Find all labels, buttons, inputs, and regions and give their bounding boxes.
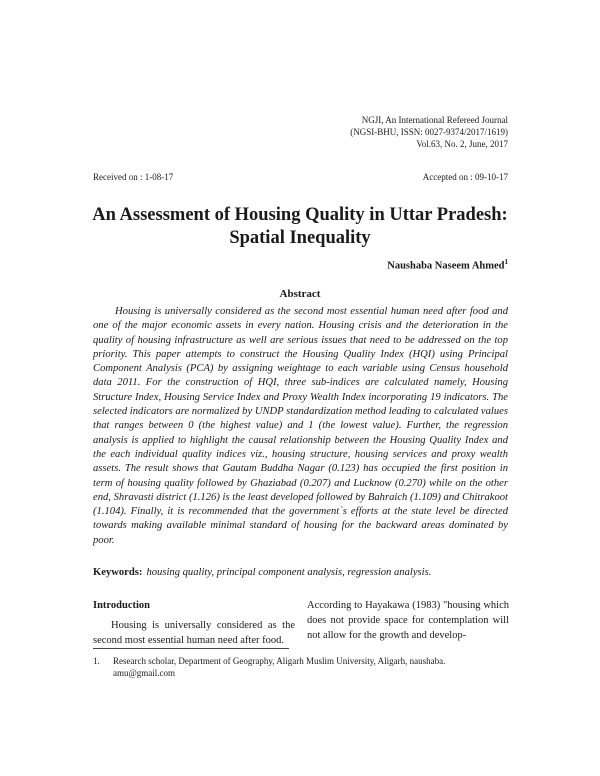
footnote (93, 655, 513, 679)
introduction-left-text: Housing is universally considered as the second most essential human need after food. (93, 620, 295, 646)
journal-volume: Vol.63, No. 2, June, 2017 (416, 139, 508, 149)
introduction-right-text: According to Hayakawa (1983) "housing which does not provide space for contemplation will not allow for the growth and develop- (307, 600, 509, 641)
paper-title (60, 204, 540, 250)
introduction-heading: Introduction (93, 600, 150, 611)
paper-title-line2: Spatial Inequality (229, 228, 371, 248)
left-column (93, 598, 295, 648)
right-column (307, 598, 509, 643)
journal-info (350, 114, 508, 150)
author-name: Naushaba Naseem Ahmed (387, 260, 505, 272)
received-date: Received on : 1-08-17 (93, 172, 174, 182)
abstract-body: Housing is universally considered as the second most essential human need after food and one of the major economic assets in every nation. Housing crisis and the deterioration in the quality of housing infrastructure as well are serious issues that need to be addressed on the top priority. This paper attempts to construct the Housing Quality Index (HQI) using Principal Component Analysis (PCA) by assigning weightage to each variable using Census household data 2011. For the construction of HQI, three sub-indices are calculated namely, Housing Structure Index, Housing Service Index and Proxy Wealth Index incorporating 19 indicators. The selected indicators are normalized by UNDP standardization method leading to calculated values that ranges between 0 (the highest value) and 1 (the lowest value). Further, the regression analysis is applied to highlight the causal relationship between the Housing Quality Index and the each individual quality indices viz., housing structure, housing services and proxy wealth assets. The result shows that Gautam Buddha Nagar (0.123) has occupied the first position in term of housing quality followed by Ghaziabad (0.207) and Lucknow (0.270) while on the other end, Shravasti district (1.126) is the least developed followed by Bahraich (1.109) and Chitrakoot (1.104). Finally, it is recommended that the government`s efforts at the state level be directed towards making available minimal standard of housing for the backward areas dominated by poor. (93, 306, 508, 546)
paper-title-line1: An Assessment of Housing Quality in Uttar Pradesh: (92, 205, 508, 225)
journal-issn: (NGSI-BHU, ISSN: 0027-9374/2017/1619) (350, 127, 508, 137)
accepted-date: Accepted on : 09-10-17 (422, 172, 508, 182)
keywords (93, 566, 513, 580)
keywords-text: housing quality, principal component analysis, regression analysis. (146, 567, 432, 578)
footnote-number: 1. (93, 656, 100, 666)
footnote-email: amu@gmail.com (113, 668, 176, 678)
footnote-text: Research scholar, Department of Geography, Aligarh Muslim University, Aligarh, naushaba. (113, 656, 446, 666)
journal-name: NGJI, An International Refereed Journal (361, 115, 508, 125)
keywords-label: Keywords: (93, 567, 143, 578)
author (387, 258, 508, 272)
author-footnote-mark: 1 (504, 258, 508, 266)
footnote-divider (93, 648, 289, 649)
abstract-heading: Abstract (279, 288, 321, 300)
